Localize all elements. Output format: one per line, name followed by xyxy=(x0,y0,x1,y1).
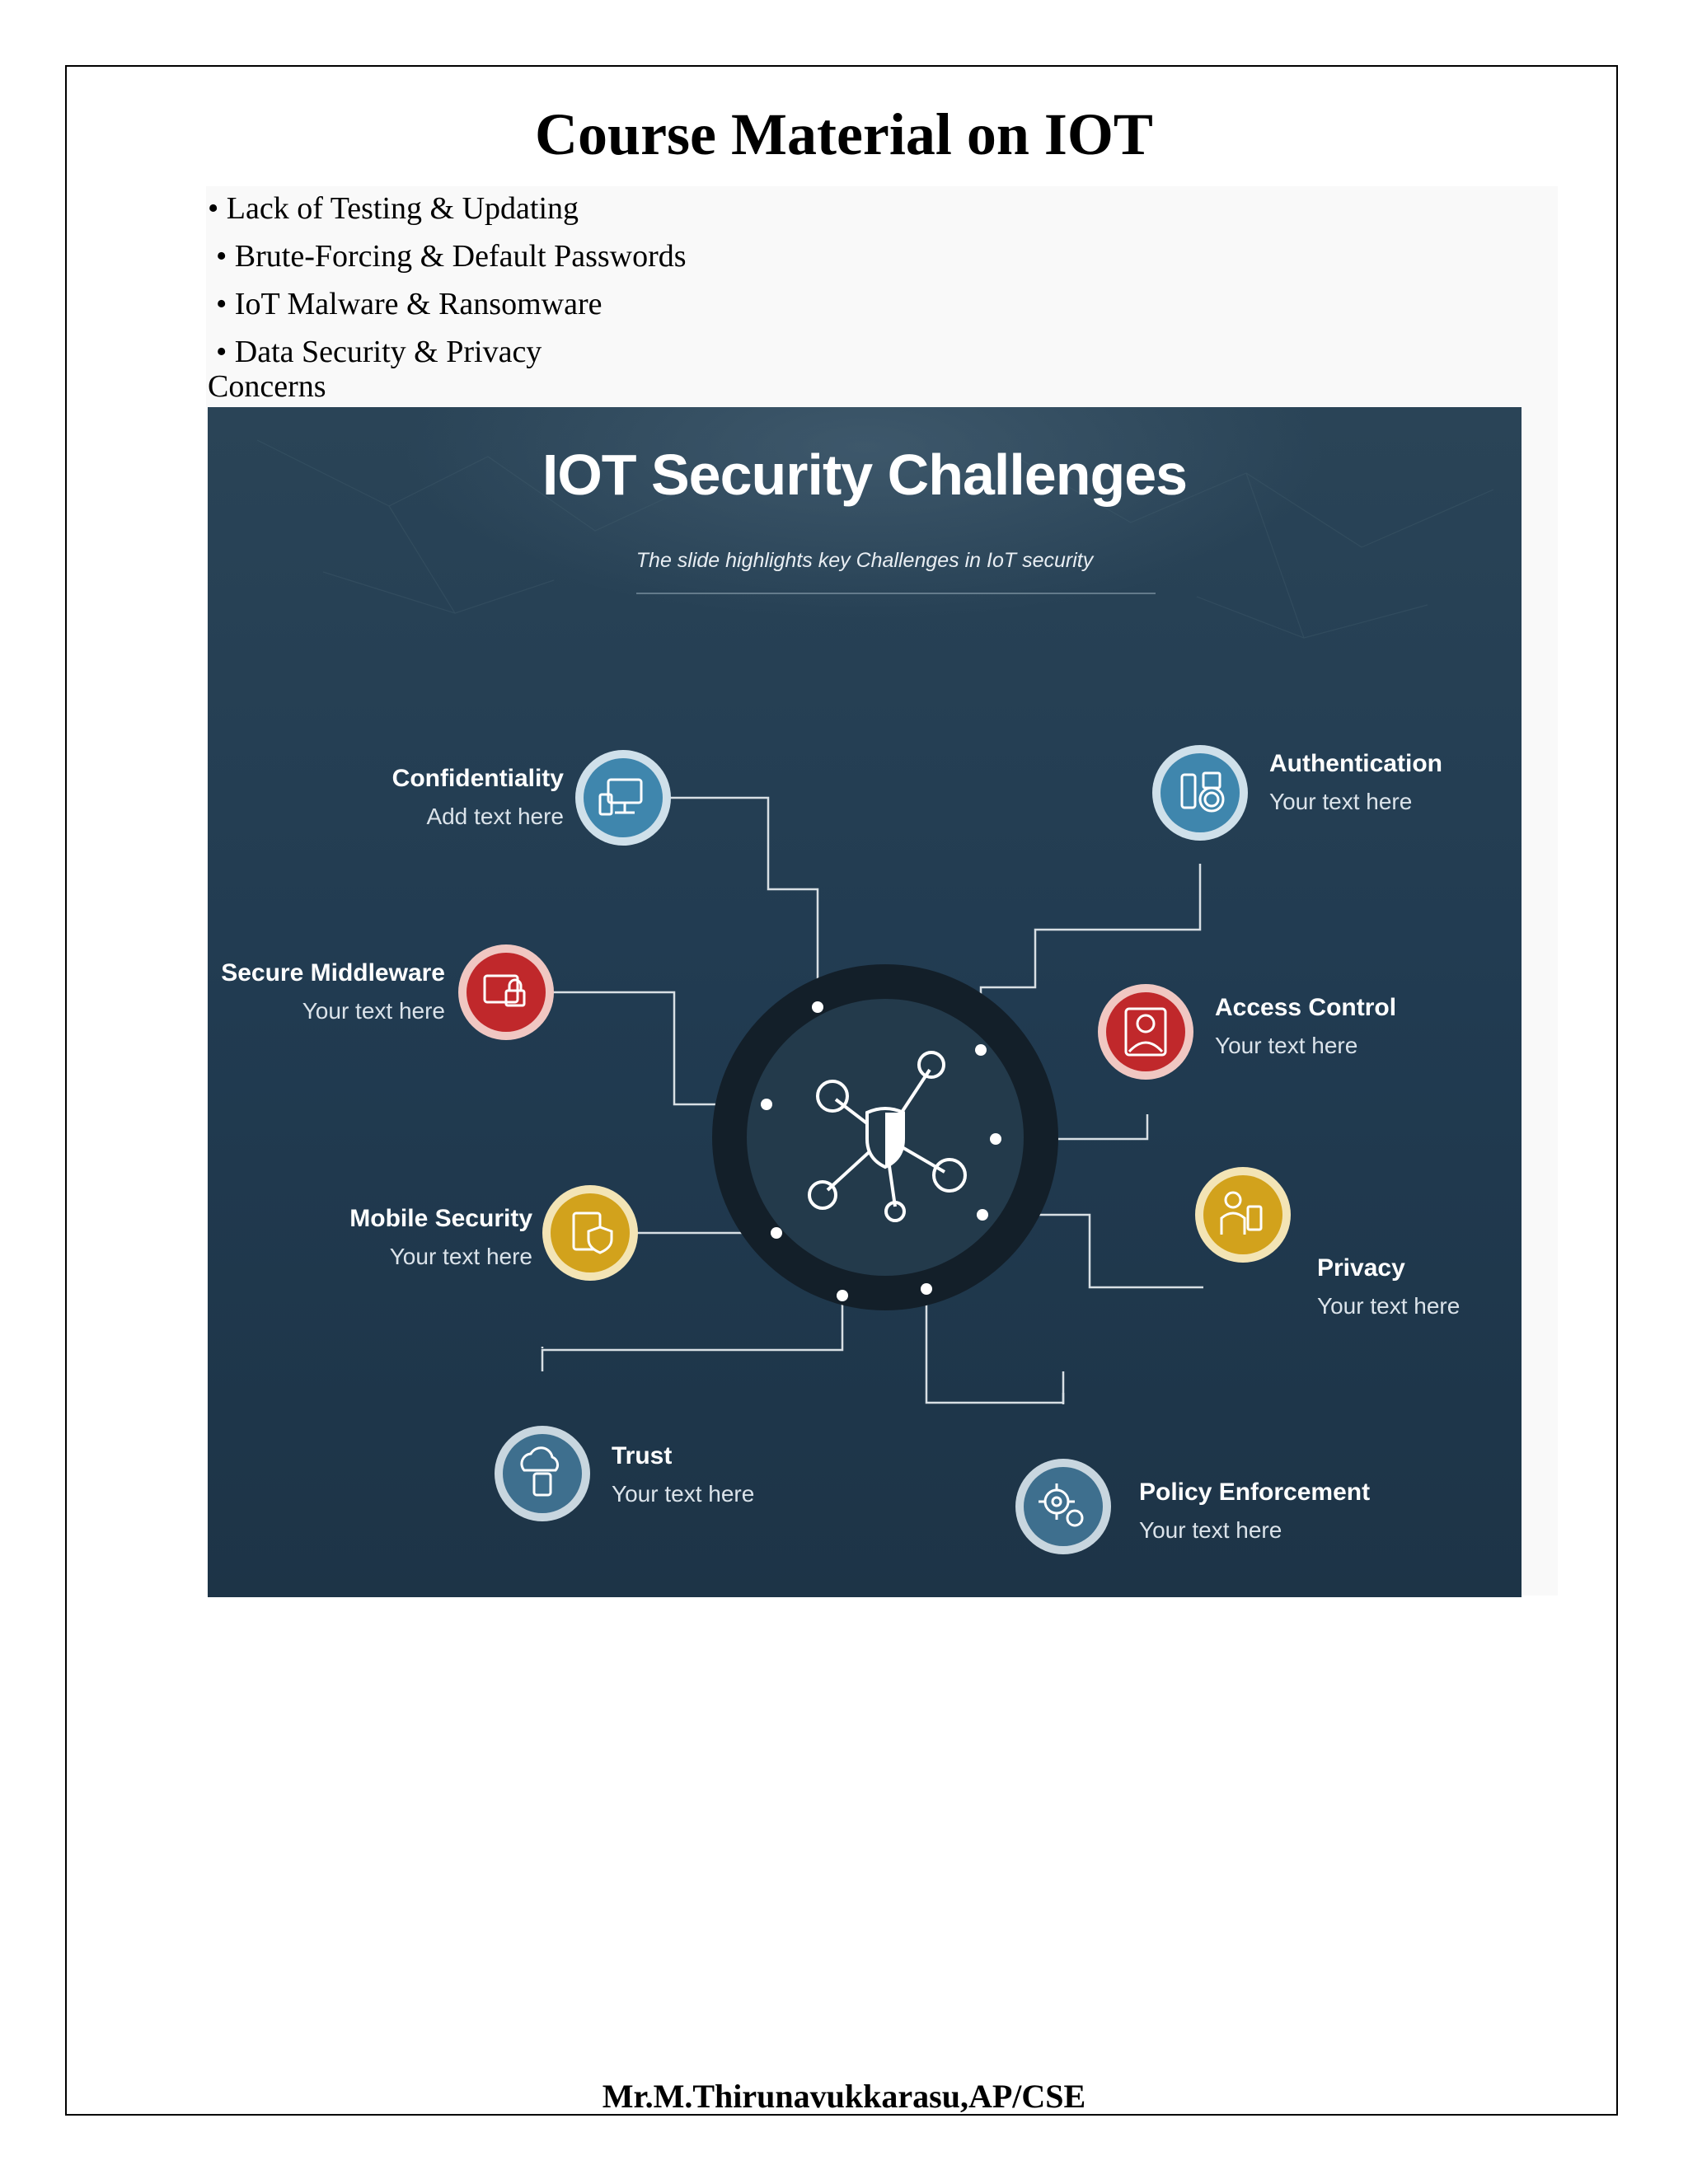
node-title: Policy Enforcement xyxy=(1139,1479,1371,1506)
node-title: Authentication xyxy=(1269,750,1442,777)
node-trust xyxy=(495,1426,590,1521)
node-text: Your text here xyxy=(1269,789,1413,814)
node-text: Your text here xyxy=(612,1481,755,1507)
node-text: Your text here xyxy=(389,1244,532,1269)
node-authentication xyxy=(1152,745,1248,841)
node-policy-enforcement xyxy=(1015,1459,1111,1554)
iot-security-slide xyxy=(208,407,1522,1597)
node-title: Mobile Security xyxy=(349,1205,532,1232)
slide-subtitle: The slide highlights key Challenges in IoT security xyxy=(635,549,1094,572)
bullet-item: • Brute-Forcing & Default Passwords xyxy=(216,239,687,274)
node-title: Secure Middleware xyxy=(221,959,445,987)
node-text: Your text here xyxy=(302,998,445,1024)
slide-title: IOT Security Challenges xyxy=(542,443,1188,507)
label-privacy xyxy=(1317,1249,1460,1325)
label-secure-middleware xyxy=(221,954,445,1030)
node-confidentiality xyxy=(575,750,671,846)
node-secure-middleware xyxy=(458,944,554,1040)
node-text: Your text here xyxy=(1317,1293,1461,1319)
label-mobile-security xyxy=(349,1200,532,1276)
bullet-list xyxy=(208,185,687,376)
bullet-item: • IoT Malware & Ransomware xyxy=(216,287,603,321)
label-confidentiality xyxy=(392,760,564,836)
bullet-continuation: Concerns xyxy=(208,369,326,404)
node-title: Access Control xyxy=(1215,994,1397,1021)
label-trust xyxy=(612,1437,754,1513)
author-footer: Mr.M.Thirunavukkarasu,AP/CSE xyxy=(602,2078,1086,2115)
label-policy-enforcement xyxy=(1139,1474,1370,1549)
node-mobile-security xyxy=(542,1185,638,1281)
node-title: Trust xyxy=(612,1442,673,1469)
node-access-control xyxy=(1098,984,1193,1080)
label-authentication xyxy=(1269,745,1442,821)
node-title: Privacy xyxy=(1317,1254,1405,1282)
label-access-control xyxy=(1215,989,1396,1065)
page-title: Course Material on IOT xyxy=(535,101,1153,167)
node-text: Your text here xyxy=(1139,1517,1282,1543)
node-text: Your text here xyxy=(1215,1033,1358,1058)
node-text: Add text here xyxy=(426,804,564,829)
bullet-item: • Lack of Testing & Updating xyxy=(208,191,579,226)
node-privacy xyxy=(1195,1167,1291,1263)
bullet-item: • Data Security & Privacy xyxy=(216,335,542,369)
node-title: Confidentiality xyxy=(392,765,564,792)
